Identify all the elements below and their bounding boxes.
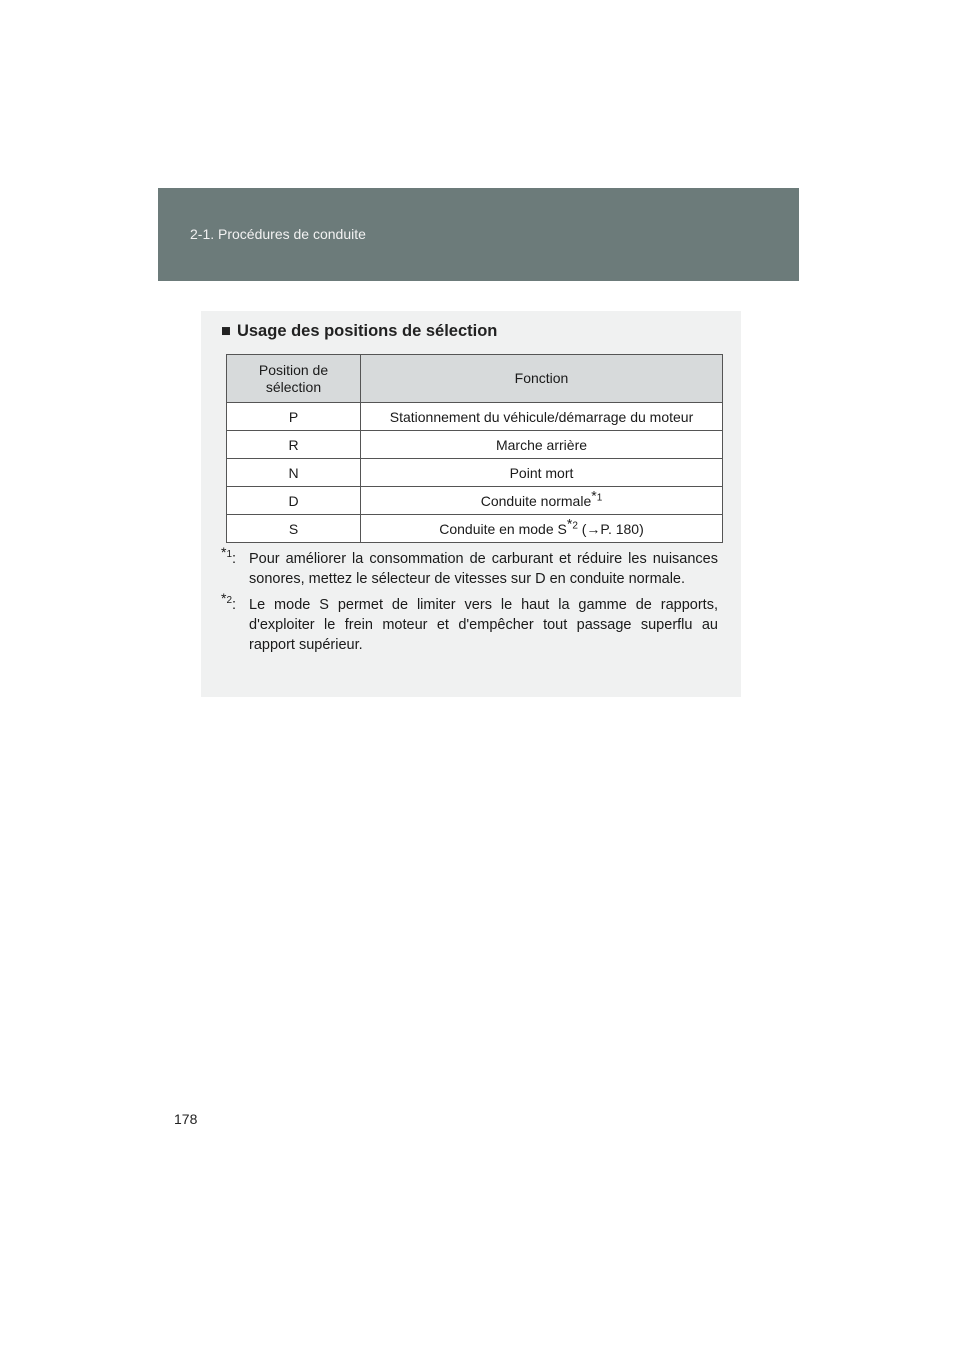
function-cell: Conduite normale*$^1$ xyxy=(361,487,723,515)
square-bullet-icon: ■ xyxy=(221,322,231,340)
table-row xyxy=(227,403,723,431)
footnote-label: *$^1$: xyxy=(221,544,237,567)
footnote-star-icon: * xyxy=(591,486,597,503)
footnote-star-icon: * xyxy=(221,590,227,607)
page-reference: (→P. 180) xyxy=(577,520,644,537)
position-cell: P xyxy=(227,403,361,431)
position-cell: N xyxy=(227,459,361,487)
footnote-ref: 1 xyxy=(596,491,603,503)
chapter-title: 2-1. Procédures de conduite xyxy=(190,226,366,242)
position-cell: D xyxy=(227,487,361,515)
footnotes xyxy=(221,544,718,661)
section-title xyxy=(221,322,497,341)
footnote-text: Le mode S permet de limiter vers le haut la gamme de rapports, d'exploiter le frein moteur et d'empêcher tout passage superflu au rapport supérieur. xyxy=(249,597,718,653)
footnote-label: *$^2$: xyxy=(221,590,237,613)
shift-positions-table xyxy=(226,354,723,543)
position-cell: S xyxy=(227,515,361,543)
function-cell: Conduite en mode S*$^2$ (→P. 180) xyxy=(361,515,723,543)
table-row xyxy=(227,515,723,543)
footnote-star-icon: * xyxy=(221,544,227,561)
section-title-text: Usage des positions de sélection xyxy=(236,322,498,340)
footnote-item xyxy=(221,544,718,589)
header-position: Position de sélection xyxy=(227,355,361,403)
footnote-text: Pour améliorer la consommation de carburant et réduire les nuisances sonores, mettez le sélecteur de vitesses sur D en conduite normale. xyxy=(249,551,718,587)
footnote-ref: 2 xyxy=(572,519,578,531)
page-number: 178 xyxy=(174,1111,198,1127)
position-cell: R xyxy=(227,431,361,459)
table-row xyxy=(227,487,723,515)
table-row xyxy=(227,459,723,487)
footnote-item xyxy=(221,590,718,655)
table-header-row xyxy=(227,355,723,403)
header-function: Fonction xyxy=(361,355,723,403)
function-cell: Point mort xyxy=(361,459,723,487)
function-cell: Stationnement du véhicule/démarrage du moteur xyxy=(361,403,723,431)
content-panel xyxy=(201,311,741,697)
footnote-star-icon: * xyxy=(566,514,573,531)
chapter-header-band xyxy=(158,188,799,281)
function-cell: Marche arrière xyxy=(361,431,723,459)
table-row xyxy=(227,431,723,459)
